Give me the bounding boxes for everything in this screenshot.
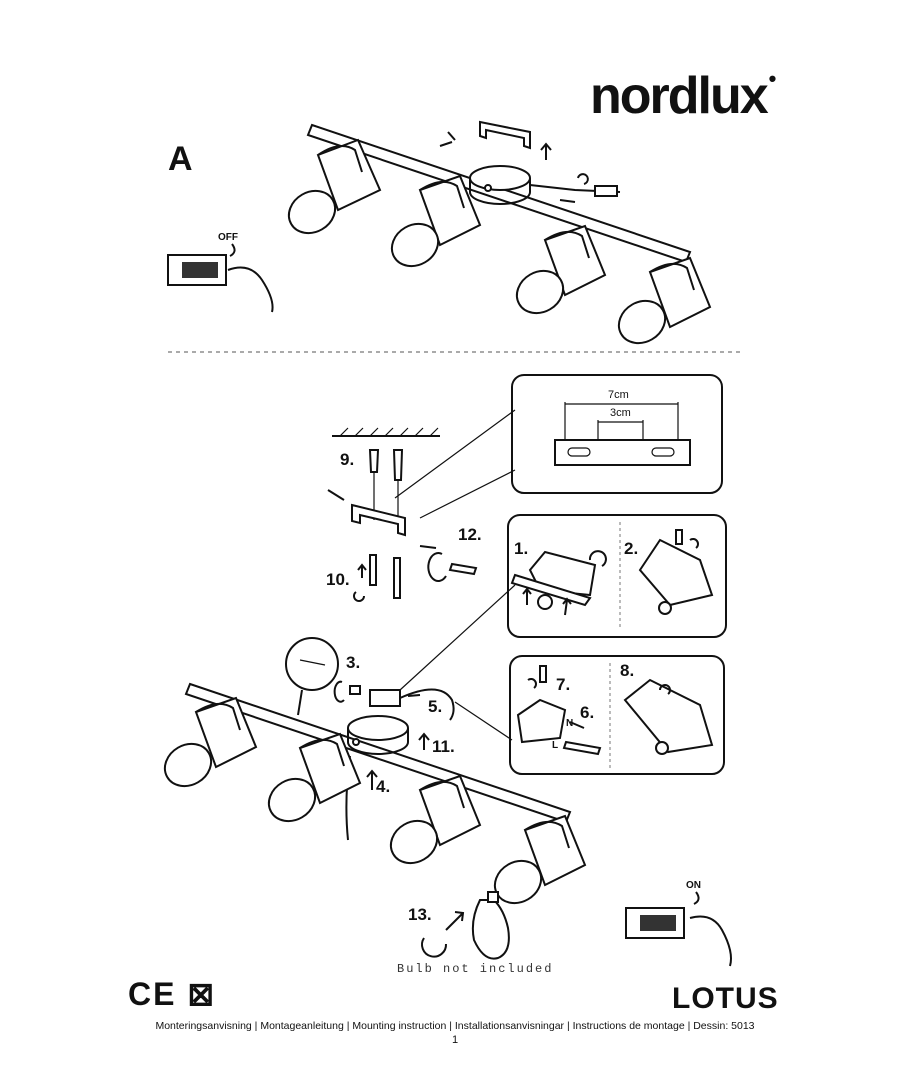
certification-marks <box>128 975 216 1013</box>
callout-line <box>400 585 515 690</box>
canopy-ring <box>470 166 530 190</box>
arrow-up-icon <box>419 734 429 750</box>
junction-box <box>370 690 400 706</box>
screwdriver-icon <box>450 564 476 574</box>
weee-icon: ⊠ <box>187 976 217 1012</box>
light-bulb <box>473 900 509 959</box>
hand-outline <box>690 917 731 967</box>
wire <box>400 689 454 720</box>
wire-label-neutral: N <box>566 718 574 729</box>
footer-text: Monteringsanvisning | Montageanleitung | Mounting instruction | Installationsanvisningar | Instructions de montage | Dessin: 5013 <box>155 1020 755 1032</box>
switch-coil <box>182 262 218 278</box>
step-7: 7. <box>556 675 571 694</box>
switch-off-illustration <box>168 232 273 312</box>
spotlight <box>487 816 585 911</box>
spotlight <box>611 258 710 351</box>
rotate-icon <box>230 244 235 256</box>
on-label: ON <box>686 880 701 891</box>
step-13: 13. <box>408 905 432 924</box>
arrow-icon <box>446 912 463 930</box>
step-3: 3. <box>346 653 361 672</box>
terminal-block <box>595 186 617 196</box>
rotate-icon <box>690 539 698 548</box>
bulb-base <box>488 892 498 902</box>
arrow-icon <box>560 200 575 202</box>
step-1: 1. <box>514 539 529 558</box>
page-number: 1 <box>451 1034 459 1046</box>
rotate-icon <box>422 938 446 957</box>
rotate-icon <box>528 679 536 688</box>
step-11: 11. <box>432 737 455 756</box>
off-label: OFF <box>218 232 238 243</box>
brand-dot: • <box>768 66 775 91</box>
section-label: A <box>168 140 193 178</box>
arrow-up-icon <box>541 144 551 160</box>
inner-dimension: 3cm <box>610 407 631 419</box>
arrow-icon <box>440 142 452 146</box>
wire-label-live: L <box>552 740 559 751</box>
spotlight <box>383 776 480 871</box>
spotlight <box>157 698 256 794</box>
rotate-icon <box>578 174 588 184</box>
step-8: 8. <box>620 661 635 680</box>
canopy-cover <box>286 638 338 690</box>
detail-box-bracket <box>512 375 722 493</box>
brand-name: nordlux <box>590 67 767 125</box>
spotlight <box>261 734 360 829</box>
mounting-bracket-top <box>480 122 530 148</box>
ce-mark: CE <box>128 976 177 1012</box>
step-2: 2. <box>624 539 639 558</box>
rotate-icon <box>335 682 344 702</box>
outer-dimension: 7cm <box>608 389 629 401</box>
step-5: 5. <box>428 697 443 716</box>
rotate-icon <box>694 892 699 904</box>
canopy-ring <box>348 716 408 740</box>
bulb-note: Bulb not included <box>397 962 554 976</box>
canopy-screw <box>485 185 491 191</box>
switch-coil <box>640 915 676 931</box>
hand-outline <box>228 268 273 312</box>
screw-icon <box>448 132 455 140</box>
model-name: LOTUS <box>672 982 779 1015</box>
arrow-icon <box>408 695 420 696</box>
spotlight <box>281 140 380 241</box>
rotate-icon <box>428 553 446 581</box>
detail-box-steps-6-8 <box>510 656 724 774</box>
callout-line <box>455 702 512 740</box>
fixture-overview <box>281 122 710 351</box>
step-4: 4. <box>376 777 391 796</box>
step-10: 10. <box>326 570 350 589</box>
detail-box-steps-1-2 <box>508 515 726 637</box>
spotlight <box>384 176 480 274</box>
switch-on-illustration <box>626 880 731 966</box>
spotlight <box>509 226 605 321</box>
step-12: 12. <box>458 525 482 544</box>
fixture-assembly <box>157 638 585 959</box>
step-9: 9. <box>340 450 355 469</box>
callout-line <box>395 410 515 518</box>
step-6: 6. <box>580 703 595 722</box>
